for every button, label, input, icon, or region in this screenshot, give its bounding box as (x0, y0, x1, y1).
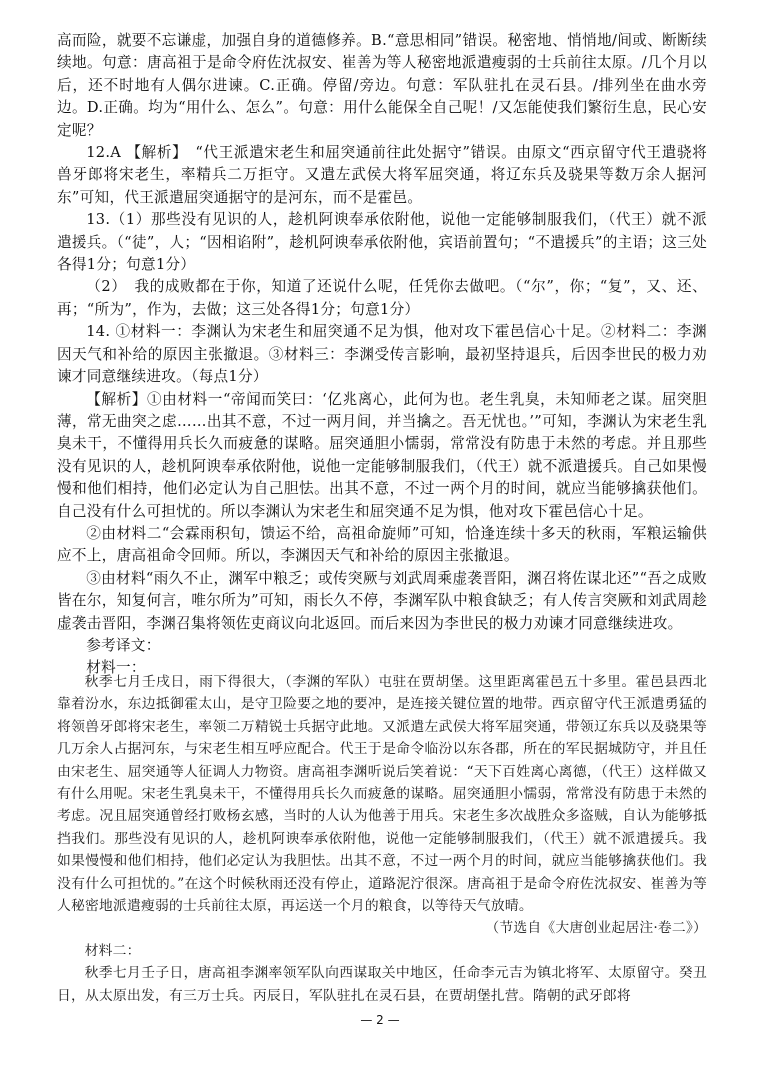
material-1-text: 秋季七月壬戌日，雨下得很大，（李渊的军队）屯驻在贾胡堡。这里距离霍邑五十多里。霍邑县西北靠着汾水，东边抵御霍太山，是守卫险要之地的要冲，是连接关键位置的地带。西京留守代王派遣勇猛的将领兽牙郎将宋老生，率领二万精锐士兵据守此地。又派遣左武侯大将军屈突通，带领辽东兵以及骁果等几万余人占据河东，与宋老生相互呼应配合。代王于是命令临汾以东各郡，所在的军民据城防守，并且任由宋老生、屈突通等人征调人力物资。唐高祖李渊听说后笑着说：“天下百姓离心离德，（代王）这样做又有什么用呢。宋老生乳臭未干，不懂得用兵长久而疲惫的谋略。屈突通胆小懦弱，常常没有防患于未然的考虑。况且屈突通曾经打败杨玄感，当时的人认为他善于用兵。宋老生多次战胜众多盗贼，自认为能够抵挡我们。那些没有见识的人，趁机阿谀奉承依附他，说他一定能够制服我们，（代王）就不派遣援兵。我如果慢慢和他们相持，他们必定认为我胆怯。出其不意，不过一两个月的时间，就应当能够擒获他们。我没有什么可担忧的。”在这个时候秋雨还没有停止，道路泥泞很深。唐高祖于是命令府佐沈叔安、崔善为等人秘密地派遣瘦弱的士兵前往太原，再运送一个月的粮食，以等待天气放晴。 (57, 674, 707, 915)
page-number: — 2 — (360, 1013, 400, 1027)
q14-answer: 14. ①材料一：李渊认为宋老生和屈突通不足为惧，他对攻下霍邑信心十足。②材料二：李渊因天气和补给的原因主张撤退。③材料三：李渊受传言影响，最初坚持退兵，后因李世民的极力劝谏才同意继续进攻。（每点1分） (57, 323, 707, 386)
answer-block (57, 30, 707, 680)
top-paragraph: 高而险，就要不忘谦虚，加强自身的道德修养。B.“意思相同”错误。秘密地、悄悄地/间或、断断续续地。句意：唐高祖于是命令府佐沈叔安、崔善为等人秘密地派遣瘦弱的士兵前往太原。/几个月以后，还不时地有人偶尔进谏。C.正确。停留/旁边。句意：军队驻扎在灵石县。/排列坐在曲水旁边。D.正确。均为“用什么、怎么”。句意：用什么能保全自己呢！/又怎能使我们繁衍生息，民心安定呢？ (57, 32, 707, 139)
material-1-translation (57, 671, 707, 1007)
reference-translation-heading: 参考译文： (86, 636, 161, 654)
q14-analysis-3: ③由材料“雨久不止，渊军中粮乏；或传突厥与刘武周乘虚袭晋阳，渊召将佐谋北还”“吾之成败皆在尔，知复何言，唯尔所为”可知，雨长久不停，李渊军队中粮食缺乏；有人传言突厥和刘武周趁虚袭击晋阳，李渊召集将领佐吏商议向北返回。而后来因为李世民的极力劝谏才同意继续进攻。 (57, 569, 707, 632)
q12-answer: 12.A 【解析】 “代王派遣宋老生和屈突通前往此处据守”错误。由原文“西京留守代王遣骁将兽牙郎将宋老生，率精兵二万拒守。又遣左武侯大将军屈突通，将辽东兵及骁果等数万余人据河东”可知，代王派遣屈突通据守的是河东，而不是霍邑。 (57, 144, 707, 206)
material-1-source: （节选自《大唐创业起居注·卷二》） (485, 920, 707, 937)
material-2-heading: 材料二： (84, 942, 141, 959)
q14-analysis-2: ②由材料二“会霖雨积旬，馈运不给，高祖命旋师”可知，恰逢连续十多天的秋雨，军粮运输供应不上，唐高祖命令回师。所以，李渊因天气和补给的原因主张撤退。 (57, 524, 707, 565)
q14-analysis-1: 【解析】①由材料一“帝闻而笑曰：‘亿兆离心，此何为也。老生乳臭，未知师老之谋。屈突胆薄，常无曲突之虑……出其不意，不过一两月间，并当擒之。吾无忧也。’”可知，李渊认为宋老生乳臭未干，不懂得用兵长久而疲惫的谋略。屈突通胆小懦弱，常常没有防患于未然的考虑。并且那些没有见识的人，趁机阿谀奉承依附他，说他一定能够制服我们，（代王）就不派遣援兵。自己如果慢慢和他们相持，他们必定认为自己胆怯。出其不意，不过一两个月的时间，就应当能够擒获他们。自己没有什么可担忧的。所以李渊认为宋老生和屈突通不足为惧，他对攻下霍邑信心十足。 (57, 390, 707, 520)
material-2-text: 秋季七月壬子日，唐高祖李渊率领军队向西谋取关中地区，任命李元吉为镇北将军、太原留守。癸丑日，从太原出发，有三万士兵。丙辰日，军队驻扎在灵石县，在贾胡堡扎营。隋朝的武牙郎将 (57, 965, 707, 1004)
q13-part1-answer: 13.（1）那些没有见识的人，趁机阿谀奉承依附他，说他一定能够制服我们，（代王）就不派遣援兵。（“徒”，人；“因相谄附”，趁机阿谀奉承依附他，宾语前置句；“不遣援兵”的主语；这三处各得1分；句意1分） (57, 211, 707, 274)
material-1-heading: 材料一： (86, 659, 146, 677)
q13-part2-answer: （2） 我的成败都在于你，知道了还说什么呢，任凭你去做吧。（“尔”，你；“复”，又、还、再；“所为”，作为，去做；这三处各得1分；句意1分） (57, 278, 707, 318)
